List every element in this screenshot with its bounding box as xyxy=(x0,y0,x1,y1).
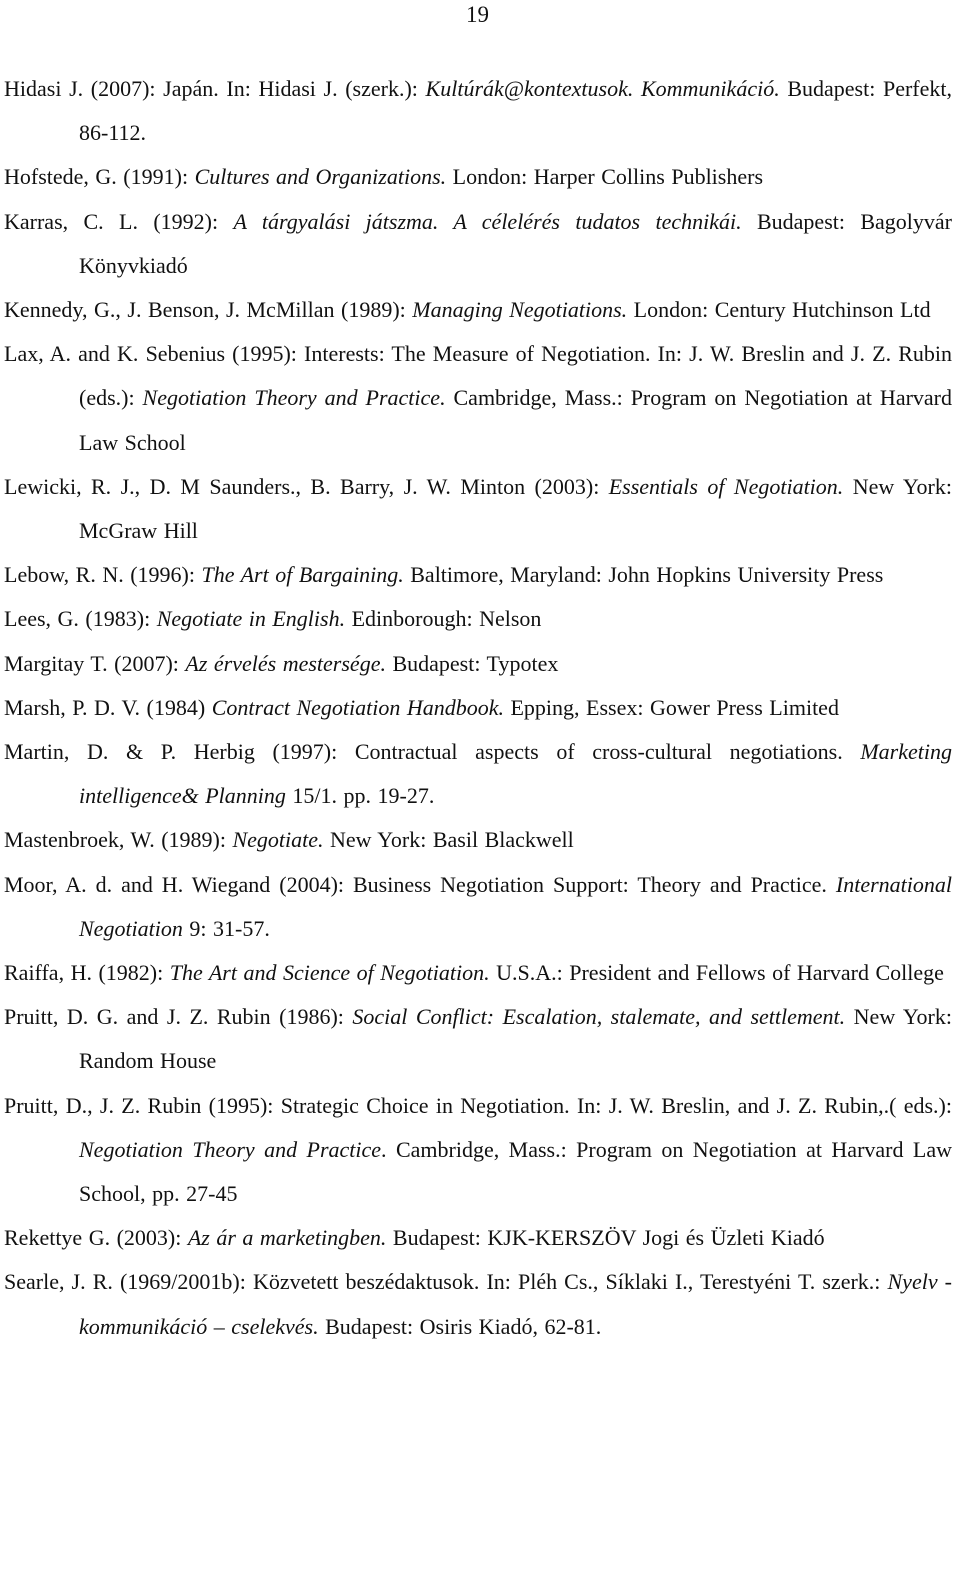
reference-text: U.S.A.: President and Fellows of Harvard College xyxy=(489,960,944,986)
reference-text: New York: Basil Blackwell xyxy=(323,827,574,853)
reference-text: Martin, D. & P. Herbig (1997): Contractual aspects of cross-cultural negotiations. xyxy=(4,739,861,765)
reference-text: Lees, G. (1983): xyxy=(4,606,157,632)
reference-text: Marsh, P. D. V. (1984) xyxy=(4,694,212,720)
reference-text: Rekettye G. (2003): xyxy=(4,1225,188,1251)
reference-title: A tárgyalási játszma. A célelérés tudatos technikái. xyxy=(233,208,742,234)
reference-title: Negotiate in English. xyxy=(156,606,346,632)
reference-text: Lebow, R. N. (1996): xyxy=(4,562,202,588)
reference-entry xyxy=(4,200,952,288)
reference-text: 15/1. pp. 19-27. xyxy=(285,783,435,809)
reference-entry xyxy=(4,1216,952,1260)
reference-text: Kennedy, G., J. Benson, J. McMillan (1989): xyxy=(4,297,413,323)
reference-title: Kultúrák@kontextusok. Kommunikáció. xyxy=(425,76,780,101)
reference-text: Margitay T. (2007): xyxy=(4,650,186,676)
reference-entry xyxy=(4,642,952,686)
reference-text: Cambridge, Mass.: Program on Negotiation at Harvard Law School xyxy=(79,385,953,455)
reference-text: Epping, Essex: Gower Press Limited xyxy=(503,694,839,720)
reference-title: Negotiate. xyxy=(232,827,324,853)
reference-text: . Cambridge, Mass.: Program on Negotiation at Harvard Law School, pp. 27-45 xyxy=(79,1136,953,1207)
reference-text: London: Harper Collins Publishers xyxy=(446,164,764,190)
reference-text: Pruitt, D. G. and J. Z. Rubin (1986): xyxy=(4,1004,353,1030)
reference-entry xyxy=(4,863,952,951)
reference-title: Az ár a marketingben. xyxy=(187,1225,387,1251)
reference-text: Moor, A. d. and H. Wiegand (2004): Business Negotiation Support: Theory and Practice. xyxy=(4,871,836,897)
reference-text: Budapest: Perfekt, 86-112. xyxy=(79,76,952,146)
reference-text: Lewicki, R. J., D. M Saunders., B. Barry, J. W. Minton (2003): xyxy=(4,473,609,499)
reference-title: Nyelv - kommunikáció – cselekvés. xyxy=(79,1269,952,1339)
reference-title: Social Conflict: Escalation, stalemate, and settlement. xyxy=(352,1004,846,1030)
reference-entry xyxy=(4,155,952,199)
reference-text: Pruitt, D., J. Z. Rubin (1995): Strategic Choice in Negotiation. In: J. W. Breslin, and J. Z. Rubin,.( eds.): xyxy=(4,1092,952,1118)
reference-title: Essentials of Negotiation. xyxy=(608,473,844,499)
reference-entry xyxy=(4,818,952,862)
reference-entry xyxy=(4,288,952,332)
reference-entry xyxy=(4,553,952,597)
reference-text: Karras, C. L. (1992): xyxy=(4,208,234,234)
reference-title: The Art and Science of Negotiation. xyxy=(169,960,490,986)
reference-list xyxy=(4,67,952,1349)
reference-title: Managing Negotiations. xyxy=(412,297,628,323)
reference-title: Marketing intelligence& Planning xyxy=(79,739,952,809)
reference-text: 9: 31-57. xyxy=(182,915,270,941)
reference-title: The Art of Bargaining. xyxy=(201,562,404,588)
reference-entry xyxy=(4,730,952,818)
reference-text: Baltimore, Maryland: John Hopkins University Press xyxy=(403,562,884,588)
reference-text: Hofstede, G. (1991): xyxy=(4,164,195,190)
reference-title: Az érvelés mestersége. xyxy=(185,650,386,676)
reference-title: International Negotiation xyxy=(79,871,952,941)
reference-title: Negotiation Theory and Practice. xyxy=(142,385,446,411)
page-number: 19 xyxy=(466,2,489,27)
reference-text: Budapest: Bagolyvár Könyvkiadó xyxy=(79,208,952,278)
reference-text: Lax, A. and K. Sebenius (1995): Interests: The Measure of Negotiation. In: J. W. Breslin and J. Z. Rubin (eds.): xyxy=(4,341,952,411)
reference-text: New York: Random House xyxy=(79,1004,952,1074)
reference-text: London: Century Hutchinson Ltd xyxy=(627,297,931,323)
reference-entry xyxy=(4,67,952,155)
reference-text: Budapest: Osiris Kiadó, 62-81. xyxy=(318,1313,602,1339)
reference-title: Contract Negotiation Handbook. xyxy=(211,694,504,720)
reference-entry xyxy=(4,1260,952,1348)
reference-entry xyxy=(4,1084,952,1217)
reference-entry xyxy=(4,686,952,730)
reference-title: Negotiation Theory and Practice xyxy=(79,1136,382,1162)
reference-text: Edinborough: Nelson xyxy=(345,606,542,632)
reference-entry xyxy=(4,597,952,641)
reference-entry xyxy=(4,951,952,995)
reference-text: Searle, J. R. (1969/2001b): Közvetett beszédaktusok. In: Pléh Cs., Síklaki I., Terestyéni T. szerk.: xyxy=(4,1269,888,1295)
reference-title: Cultures and Organizations. xyxy=(194,164,447,190)
reference-text: Budapest: KJK-KERSZÖV Jogi és Üzleti Kiadó xyxy=(386,1225,825,1251)
reference-text: Raiffa, H. (1982): xyxy=(4,960,170,986)
reference-entry xyxy=(4,332,952,465)
reference-entry xyxy=(4,465,952,553)
reference-text: New York: McGraw Hill xyxy=(79,473,952,544)
reference-entry xyxy=(4,995,952,1083)
reference-text: Hidasi J. (2007): Japán. In: Hidasi J. (szerk.): xyxy=(4,76,426,101)
reference-text: Mastenbroek, W. (1989): xyxy=(4,827,233,853)
reference-text: Budapest: Typotex xyxy=(385,650,559,676)
